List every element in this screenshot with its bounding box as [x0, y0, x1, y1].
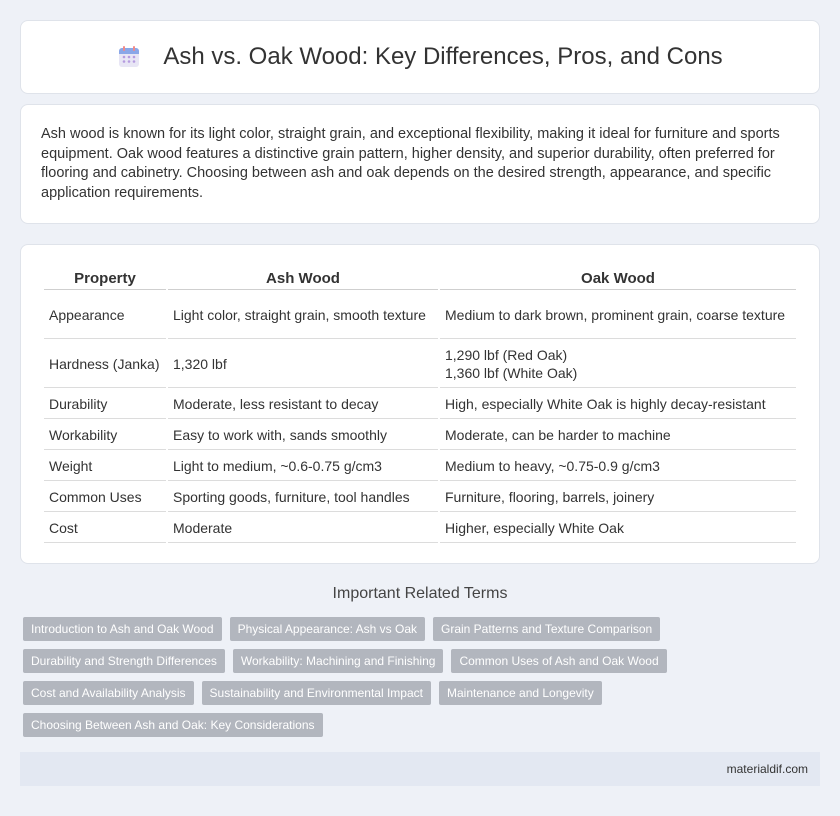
column-header-property: Property	[44, 267, 166, 290]
related-term-tag[interactable]: Choosing Between Ash and Oak: Key Considerations	[23, 713, 323, 737]
table-row	[44, 390, 796, 419]
table-row	[44, 483, 796, 512]
related-term-tag[interactable]: Durability and Strength Differences	[23, 649, 225, 673]
calendar-icon	[117, 45, 141, 69]
title-card	[20, 20, 820, 94]
table-cell: Medium to heavy, ~0.75-0.9 g/cm3	[440, 452, 796, 481]
related-term-tag[interactable]: Introduction to Ash and Oak Wood	[23, 617, 222, 641]
table-row	[44, 292, 796, 339]
cell-line: 1,290 lbf (Red Oak)	[445, 347, 568, 363]
table-row	[44, 421, 796, 450]
table-cell: 1,320 lbf	[168, 341, 438, 388]
table-cell: Hardness (Janka)	[44, 341, 166, 388]
related-term-tag[interactable]: Cost and Availability Analysis	[23, 681, 194, 705]
column-header-oak: Oak Wood	[440, 267, 796, 290]
table-cell: Common Uses	[44, 483, 166, 512]
table-cell: Moderate, less resistant to decay	[168, 390, 438, 419]
intro-paragraph: Ash wood is known for its light color, straight grain, and exceptional flexibility, making it ideal for furniture and sports equipment. Oak wood features a distinctive grain pattern, higher density, and superior durability, often preferred for flooring and cabinetry. Choosing between ash and oak depends on the desired strength, appearance, and specific application requirements.	[41, 126, 780, 201]
intro-card	[20, 104, 820, 224]
page-title	[117, 43, 722, 71]
table-cell: Light color, straight grain, smooth texture	[168, 292, 438, 339]
table-cell: Workability	[44, 421, 166, 450]
related-term-tag[interactable]: Common Uses of Ash and Oak Wood	[451, 649, 666, 673]
related-term-tag[interactable]: Grain Patterns and Texture Comparison	[433, 617, 660, 641]
comparison-table	[42, 265, 798, 545]
page-title-text: Ash vs. Oak Wood: Key Differences, Pros, and Cons	[163, 43, 723, 70]
related-term-tag[interactable]: Sustainability and Environmental Impact	[202, 681, 431, 705]
table-header-row	[44, 267, 796, 290]
cell-line: 1,360 lbf (White Oak)	[445, 365, 578, 381]
table-cell: Furniture, flooring, barrels, joinery	[440, 483, 796, 512]
related-term-tag[interactable]: Physical Appearance: Ash vs Oak	[230, 617, 425, 641]
related-term-tag[interactable]: Workability: Machining and Finishing	[233, 649, 444, 673]
table-cell: Easy to work with, sands smoothly	[168, 421, 438, 450]
related-terms-tags	[23, 617, 823, 745]
table-cell: Light to medium, ~0.6-0.75 g/cm3	[168, 452, 438, 481]
table-cell	[440, 341, 796, 388]
table-cell: Medium to dark brown, prominent grain, coarse texture	[440, 292, 796, 339]
column-header-ash: Ash Wood	[168, 267, 438, 290]
table-cell: Sporting goods, furniture, tool handles	[168, 483, 438, 512]
footer	[20, 752, 820, 786]
table-cell: Appearance	[44, 292, 166, 339]
table-cell: Higher, especially White Oak	[440, 514, 796, 543]
table-row	[44, 452, 796, 481]
table-cell: Durability	[44, 390, 166, 419]
footer-site-link[interactable]: materialdif.com	[726, 762, 808, 776]
table-row	[44, 514, 796, 543]
table-cell: Weight	[44, 452, 166, 481]
table-row	[44, 341, 796, 388]
related-terms-heading: Important Related Terms	[332, 585, 508, 602]
table-cell: Moderate, can be harder to machine	[440, 421, 796, 450]
table-cell: Moderate	[168, 514, 438, 543]
comparison-table-card	[20, 244, 820, 564]
related-term-tag[interactable]: Maintenance and Longevity	[439, 681, 602, 705]
table-cell: Cost	[44, 514, 166, 543]
table-cell: High, especially White Oak is highly decay-resistant	[440, 390, 796, 419]
